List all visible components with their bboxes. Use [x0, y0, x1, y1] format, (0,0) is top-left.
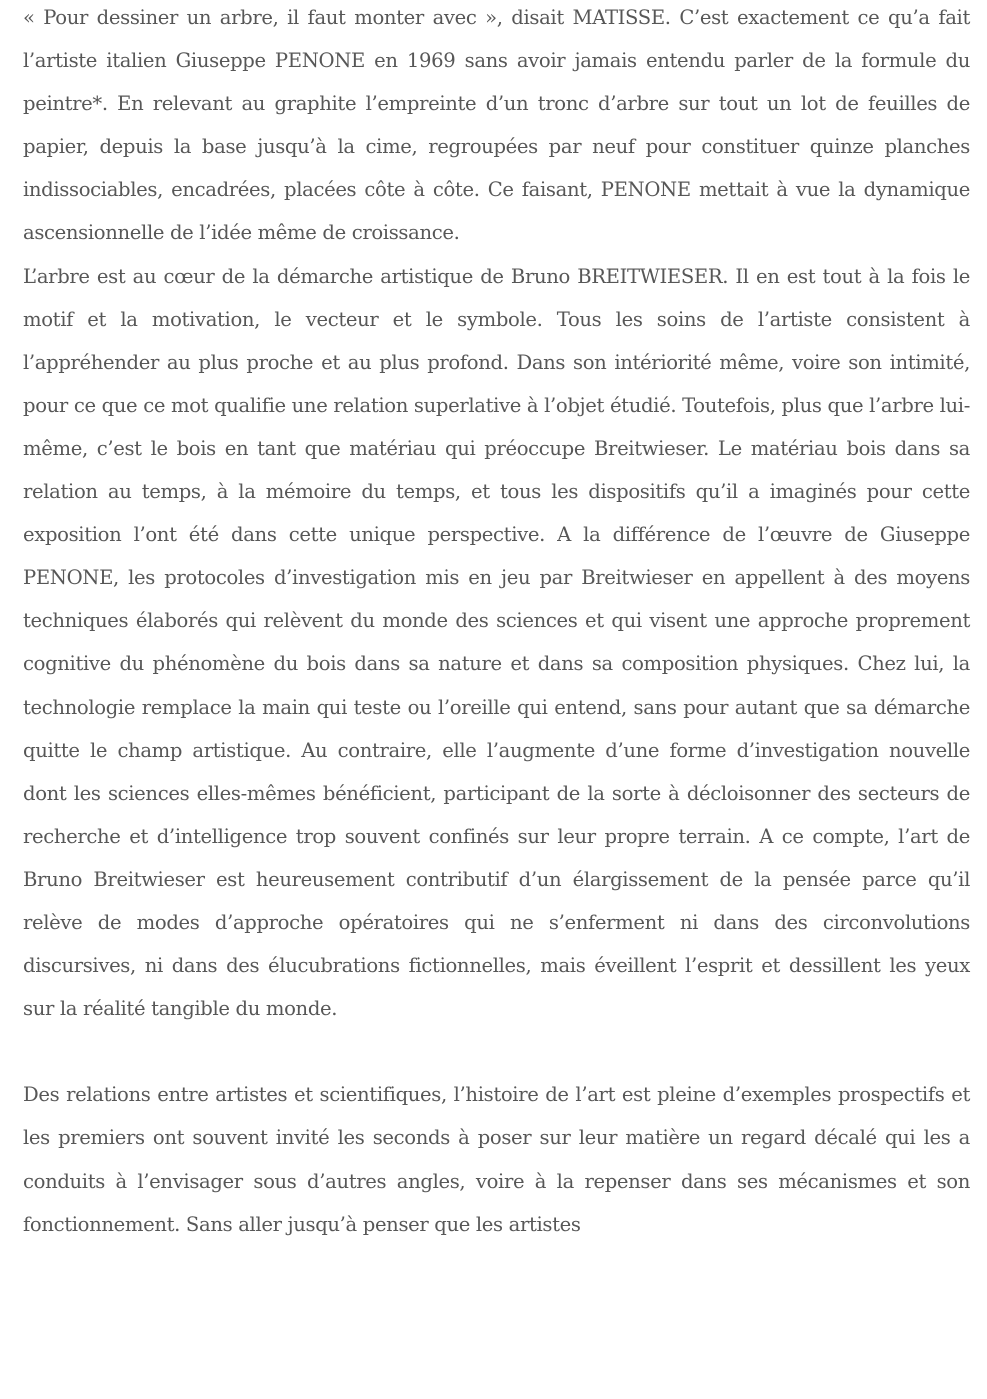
paragraph-penone-matisse: « Pour dessiner un arbre, il faut monter avec », disait MATISSE. C’est exactement ce qu’a fait l’artiste italien Giuseppe PENONE en 1969 sans avoir jamais entendu parler de la formule du peintre*. En relevant au graphite l’empreinte d’un tronc d’arbre sur tout un lot de feuilles de papier, depuis la base jusqu’à la cime, regroupées par neuf pour constituer quinze planches indissociables, encadrées, placées côte à côte. Ce faisant, PENONE mettait à vue la dynamique ascensionnelle de l’idée même de croissance. — [23, 6, 970, 245]
paragraph-spacer — [23, 1030, 970, 1073]
paragraph-artists-scientists: Des relations entre artistes et scientifiques, l’histoire de l’art est pleine d’exemples prospectifs et les premiers ont souvent invité les seconds à poser sur leur matière un regard décalé qui les a conduits à l’envisager sous d’autres angles, voire à la repenser dans ses mécanismes et son fonctionnement. Sans aller jusqu’à penser que les artistes — [23, 1083, 970, 1236]
document-body — [23, 0, 970, 1246]
paragraph-breitwieser-tree: L’arbre est au cœur de la démarche artistique de Bruno BREITWIESER. Il en est tout à la fois le motif et la motivation, le vecteur et le symbole. Tous les soins de l’artiste consistent à l’appréhender au plus proche et au plus profond. Dans son intériorité même, voire son intimité, pour ce que ce mot qualifie une relation superlative à l’objet étudié. Toutefois, plus que l’arbre lui-même, c’est le bois en tant que matériau qui préoccupe Breitwieser. Le matériau bois dans sa relation au temps, à la mémoire du temps, et tous les dispositifs qu’il a imaginés pour cette exposition l’ont été dans cette unique perspective. A la différence de l’œuvre de Giuseppe PENONE, les protocoles d’investigation mis en jeu par Breitwieser en appellent à des moyens techniques élaborés qui relèvent du monde des sciences et qui visent une approche proprement cognitive du phénomène du bois dans sa nature et dans sa composition physiques. Chez lui, la technologie remplace la main qui teste ou l’oreille qui entend, sans pour autant que sa démarche quitte le champ artistique. Au contraire, elle l’augmente d’une forme d’investigation nouvelle dont les sciences elles-mêmes bénéficient, participant de la sorte à décloisonner des secteurs de recherche et d’intelligence trop souvent confinés sur leur propre terrain. A ce compte, l’art de Bruno Breitwieser est heureusement contributif d’un élargissement de la pensée parce qu’il relève de modes d’approche opératoires qui ne s’enferment ni dans des circonvolutions discursives, ni dans des élucubrations fictionnelles, mais éveillent l’esprit et dessillent les yeux sur la réalité tangible du monde. — [23, 264, 970, 1021]
